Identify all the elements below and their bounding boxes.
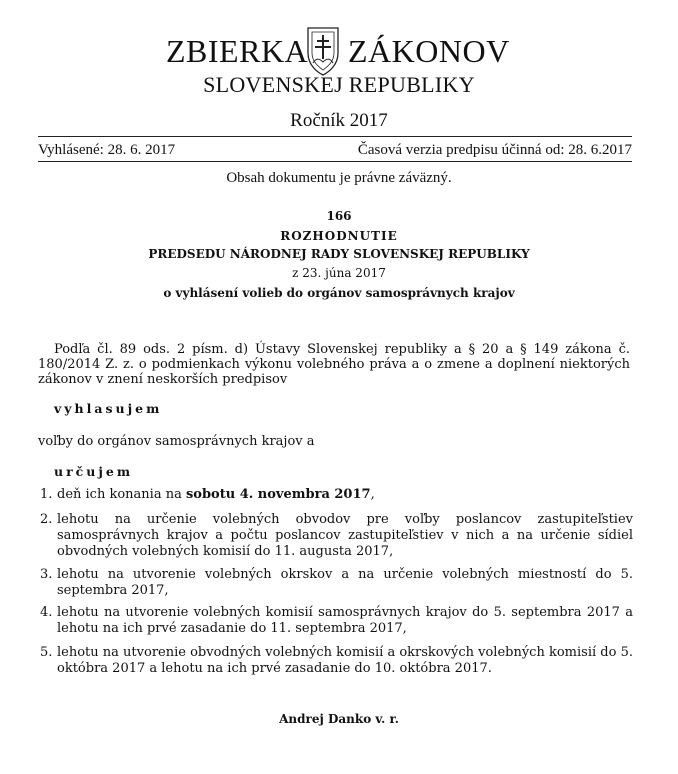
volume-year: Ročník 2017 [290, 110, 388, 131]
item-number: 2. [40, 512, 53, 527]
announced-date: Vyhlásené: 28. 6. 2017 [38, 142, 176, 158]
item-punct: , [370, 487, 375, 502]
item-date-bold: sobotu 4. novembra 2017 [185, 487, 371, 502]
list-item [57, 487, 375, 502]
decree-number: 166 [326, 209, 352, 223]
list-item: lehotu na utvorenie obvodných volebných komisií a okrskových volebných komisií do 5. októbra 2017 a lehotu na ich prvé zasadanie do 10. októbra 2017. [57, 645, 633, 676]
list-item: lehotu na určenie volebných obvodov pre voľby poslancov zastupiteľstiev samosprávnych krajov a počtu poslancov zastupiteľstiev v nich a na určenie sídiel obvodných volebných komisií do 11. augusta 2017, [57, 512, 633, 559]
collection-subtitle: SLOVENSKEJ REPUBLIKY [203, 72, 475, 97]
item-number: 5. [40, 645, 53, 660]
determine-word: určujem [54, 464, 134, 479]
item-number: 1. [40, 487, 53, 502]
binding-note: Obsah dokumentu je právne záväzný. [226, 170, 452, 186]
list-item: lehotu na utvorenie volebných okrskov a na určenie volebných miestností do 5. septembra 2017, [57, 567, 633, 598]
collection-title-left: ZBIERKA [166, 33, 309, 69]
elections-line: voľby do orgánov samosprávnych krajov a [38, 434, 315, 449]
item-text: deň ich konania na [57, 487, 186, 502]
version-effective: Časová verzia predpisu účinná od: 28. 6.2017 [357, 142, 632, 158]
header-rule-top [38, 136, 632, 137]
intro-paragraph: Podľa čl. 89 ods. 2 písm. d) Ústavy Slovenskej republiky a § 20 a § 149 zákona č. 180/2014 Z. z. o podmienkach výkonu volebného práva a o zmene a doplnení niektorých zákonov v znení neskorších predpisov [38, 342, 630, 387]
header-rule-bottom [38, 161, 632, 162]
declare-word: vyhlasujem [54, 401, 163, 416]
list-item: lehotu na utvorenie volebných komisií samosprávnych krajov do 5. septembra 2017 a lehotu na ich prvé zasadanie do 11. septembra 2017, [57, 605, 633, 636]
coat-of-arms-icon [305, 25, 341, 77]
decree-date: z 23. júna 2017 [292, 266, 386, 280]
collection-title-right: ZÁKONOV [348, 33, 510, 69]
item-number: 4. [40, 605, 53, 620]
decree-subject: o vyhlásení volieb do orgánov samosprávnych krajov [163, 286, 515, 300]
signature: Andrej Danko v. r. [279, 712, 399, 726]
decree-issuer: PREDSEDU NÁRODNEJ RADY SLOVENSKEJ REPUBLIKY [148, 247, 530, 261]
item-number: 3. [40, 567, 53, 582]
decree-type: ROZHODNUTIE [280, 229, 398, 243]
